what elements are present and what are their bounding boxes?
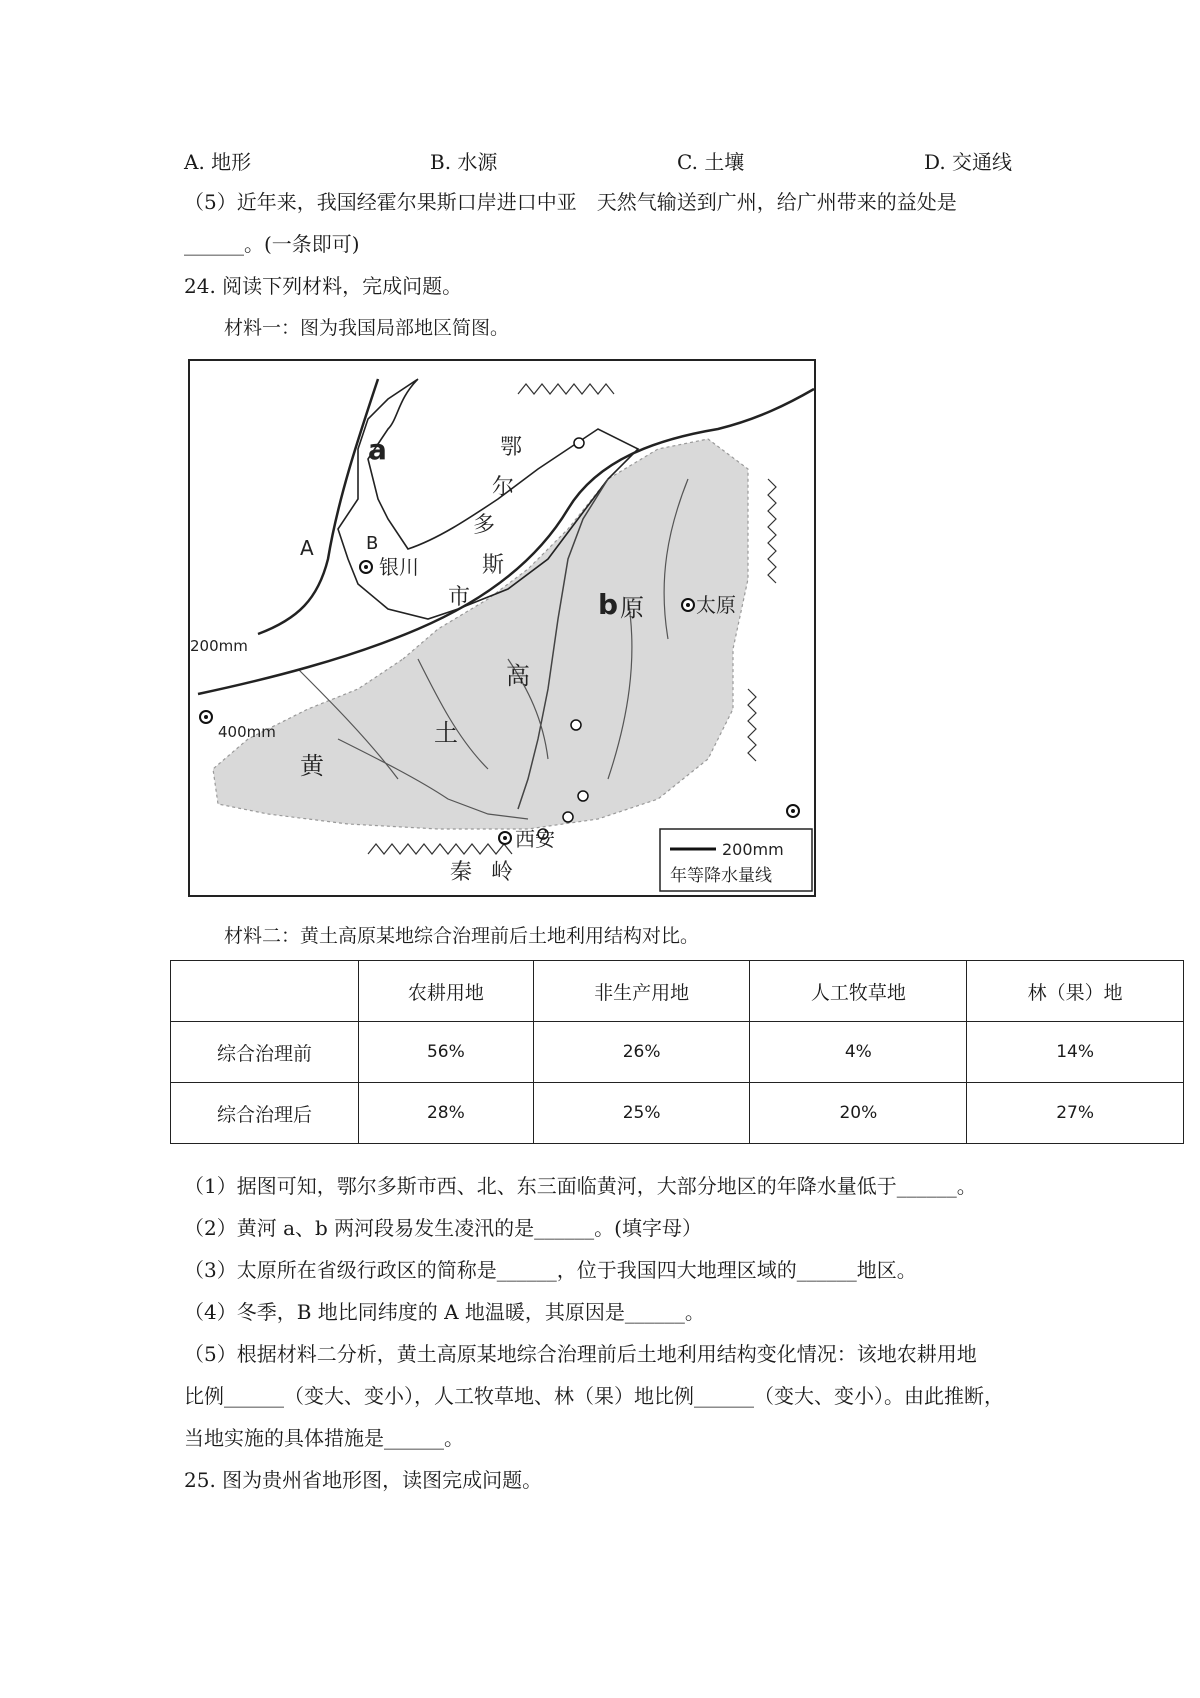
label-a: a: [368, 433, 387, 466]
q24-1: （1）据图可知，鄂尔多斯市西、北、东三面临黄河，大部分地区的年降水量低于______。: [184, 1174, 977, 1198]
table-header-cell: [171, 961, 359, 1022]
q24-4: （4）冬季，B 地比同纬度的 A 地温暖，其原因是______。: [184, 1300, 705, 1324]
table-header-cell: 林（果）地: [967, 961, 1184, 1022]
table-cell: 26%: [533, 1022, 750, 1083]
loess-plateau-map: [188, 359, 816, 897]
label-yuan: 原: [620, 594, 644, 622]
q24-5-line3: 当地实施的具体措施是______。: [184, 1426, 464, 1450]
table-header-cell: 人工牧草地: [750, 961, 967, 1022]
row-label: 综合治理后: [171, 1083, 359, 1144]
table-cell: 28%: [359, 1083, 534, 1144]
legend-label: 年等降水量线: [670, 866, 772, 886]
q25-title: 25. 图为贵州省地形图，读图完成问题。: [184, 1468, 543, 1492]
material-2-caption: 材料二：黄土高原某地综合治理前后土地利用结构对比。: [224, 925, 700, 947]
option-d: D. 交通线: [924, 150, 1013, 174]
label-qin: 秦: [450, 860, 473, 885]
label-ling: 岭: [491, 860, 514, 885]
table-cell: 4%: [750, 1022, 967, 1083]
label-si: 斯: [482, 553, 505, 578]
material-1-caption: 材料一：图为我国局部地区简图。: [224, 317, 510, 339]
q23-5-line1: （5）近年来，我国经霍尔果斯口岸进口中亚 天然气输送到广州，给广州带来的益处是: [184, 190, 957, 214]
label-b: b: [598, 588, 619, 621]
table-cell: 56%: [359, 1022, 534, 1083]
city-east: [787, 805, 799, 817]
table-row: [171, 1022, 1184, 1083]
table-cell: 27%: [967, 1083, 1184, 1144]
q24-5-line2: 比例______（变大、变小），人工牧草地、林（果）地比例______（变大、变小）。由此推断，: [184, 1384, 1004, 1408]
label-iso200: 200mm: [190, 637, 248, 655]
label-shi: 市: [448, 585, 471, 610]
label-yinchuan: 银川: [379, 555, 419, 579]
label-duo: 多: [473, 513, 496, 538]
table-cell: 20%: [750, 1083, 967, 1144]
city-xian: [499, 832, 511, 844]
option-c: C. 土壤: [677, 150, 745, 174]
label-taiyuan: 太原: [696, 593, 736, 617]
table-header-cell: 非生产用地: [533, 961, 750, 1022]
q24-2: （2）黄河 a、b 两河段易发生凌汛的是______。(填字母）: [184, 1216, 702, 1240]
city-taiyuan: [682, 599, 694, 611]
table-row: [171, 1083, 1184, 1144]
option-a: A. 地形: [184, 150, 252, 174]
city-west: [200, 711, 212, 723]
table-header-row: [171, 961, 1184, 1022]
label-gao: 高: [506, 662, 530, 690]
label-xian: 西安: [515, 827, 555, 851]
table-header-cell: 农耕用地: [359, 961, 534, 1022]
row-label: 综合治理前: [171, 1022, 359, 1083]
label-iso400: 400mm: [218, 723, 276, 741]
q24-title: 24. 阅读下列材料，完成问题。: [184, 274, 463, 298]
label-tu: 土: [434, 719, 458, 747]
legend-value: 200mm: [722, 840, 784, 859]
label-huang: 黄: [300, 752, 324, 780]
table-cell: 25%: [533, 1083, 750, 1144]
q23-5-line2: ______。(一条即可): [184, 232, 360, 256]
option-b: B. 水源: [430, 150, 498, 174]
city-yinchuan: [360, 561, 372, 573]
label-A: A: [300, 536, 314, 560]
q24-3: （3）太原所在省级行政区的简称是______，位于我国四大地理区域的______地区。: [184, 1258, 917, 1282]
table-cell: 14%: [967, 1022, 1184, 1083]
label-B: B: [366, 533, 379, 554]
land-use-table: [170, 960, 1184, 1144]
map-legend: [660, 829, 812, 891]
label-e: 鄂: [500, 435, 523, 460]
label-er: 尔: [492, 475, 515, 500]
q24-5-line1: （5）根据材料二分析，黄土高原某地综合治理前后土地利用结构变化情况：该地农耕用地: [184, 1342, 977, 1366]
